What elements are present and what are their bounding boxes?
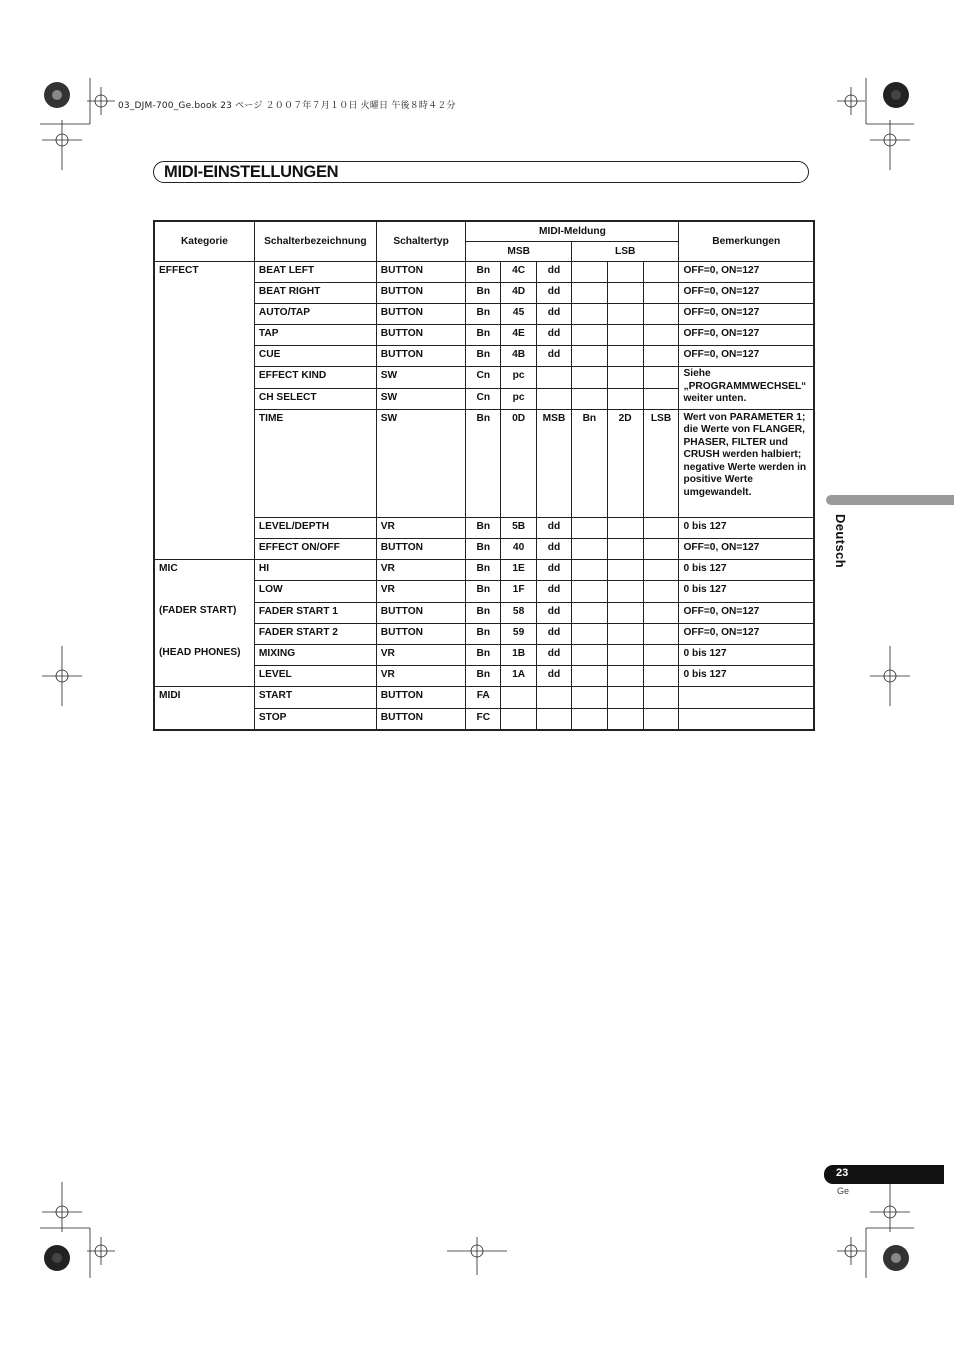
msb-number-cell: 45 — [501, 303, 537, 324]
remarks-cell: Siehe „PROGRAMMWECHSEL“ weiter unten. — [679, 367, 814, 409]
remarks-cell: 0 bis 127 — [679, 581, 814, 602]
switch-type-cell: SW — [376, 409, 466, 517]
remarks-cell: OFF=0, ON=127 — [679, 261, 814, 282]
msb-value-cell: dd — [537, 623, 572, 644]
msb-number-cell: 4C — [501, 261, 537, 282]
switch-type-cell: SW — [376, 388, 466, 409]
switch-type-cell: VR — [376, 644, 466, 665]
category-cell: MIDI — [154, 687, 254, 708]
msb-number-cell: 0D — [501, 409, 537, 517]
msb-status-cell: Bn — [466, 666, 501, 687]
msb-status-cell: Bn — [466, 623, 501, 644]
switch-name-cell: CH SELECT — [254, 388, 376, 409]
header-kategorie: Kategorie — [154, 221, 254, 261]
switch-name-cell: BEAT RIGHT — [254, 282, 376, 303]
msb-number-cell: 59 — [501, 623, 537, 644]
switch-type-cell: BUTTON — [376, 325, 466, 346]
msb-status-cell: Cn — [466, 367, 501, 388]
category-cell: EFFECT — [154, 261, 254, 282]
switch-type-cell: VR — [376, 560, 466, 581]
msb-value-cell: dd — [537, 282, 572, 303]
msb-value-cell: dd — [537, 581, 572, 602]
msb-number-cell: 4D — [501, 282, 537, 303]
category-cell: MIC — [154, 560, 254, 581]
msb-status-cell: Cn — [466, 388, 501, 409]
msb-value-cell: dd — [537, 644, 572, 665]
msb-value-cell: dd — [537, 261, 572, 282]
switch-type-cell: BUTTON — [376, 539, 466, 560]
msb-status-cell: Bn — [466, 303, 501, 324]
lsb-status-cell: Bn — [571, 409, 607, 517]
switch-name-cell: MIXING — [254, 644, 376, 665]
msb-value-cell: dd — [537, 602, 572, 623]
msb-status-cell: Bn — [466, 602, 501, 623]
header-lsb: LSB — [571, 241, 679, 261]
msb-number-cell: 40 — [501, 539, 537, 560]
header-schalterbezeichnung: Schalterbezeichnung — [254, 221, 376, 261]
msb-value-cell: dd — [537, 666, 572, 687]
switch-name-cell: CUE — [254, 346, 376, 367]
remarks-cell: OFF=0, ON=127 — [679, 282, 814, 303]
msb-value-cell: dd — [537, 517, 572, 538]
switch-name-cell: START — [254, 687, 376, 708]
msb-value-cell: dd — [537, 325, 572, 346]
lsb-value-cell: LSB — [643, 409, 679, 517]
remarks-cell: OFF=0, ON=127 — [679, 346, 814, 367]
msb-status-cell: Bn — [466, 517, 501, 538]
header-bemerkungen: Bemerkungen — [679, 221, 814, 261]
msb-status-cell: Bn — [466, 409, 501, 517]
switch-name-cell: FADER START 2 — [254, 623, 376, 644]
msb-status-cell: Bn — [466, 539, 501, 560]
remarks-cell: 0 bis 127 — [679, 517, 814, 538]
switch-name-cell: TAP — [254, 325, 376, 346]
msb-value-cell: dd — [537, 346, 572, 367]
msb-value-cell: dd — [537, 303, 572, 324]
switch-type-cell: VR — [376, 666, 466, 687]
msb-number-cell: 58 — [501, 602, 537, 623]
remarks-cell: OFF=0, ON=127 — [679, 539, 814, 560]
switch-name-cell: AUTO/TAP — [254, 303, 376, 324]
remarks-cell: OFF=0, ON=127 — [679, 623, 814, 644]
switch-name-cell: EFFECT KIND — [254, 367, 376, 388]
switch-name-cell: LEVEL/DEPTH — [254, 517, 376, 538]
remarks-cell: 0 bis 127 — [679, 644, 814, 665]
msb-status-cell: Bn — [466, 560, 501, 581]
msb-number-cell: 1B — [501, 644, 537, 665]
remarks-cell: Wert von PARAMETER 1; die Werte von FLANGER, PHASER, FILTER und CRUSH werden halbiert; negative Werte werden in positive Werte umgewandelt. — [679, 409, 814, 517]
switch-name-cell: LOW — [254, 581, 376, 602]
switch-type-cell: BUTTON — [376, 687, 466, 708]
switch-type-cell: BUTTON — [376, 303, 466, 324]
msb-status-cell: Bn — [466, 325, 501, 346]
switch-type-cell: VR — [376, 581, 466, 602]
switch-type-cell: BUTTON — [376, 282, 466, 303]
msb-number-cell: 1A — [501, 666, 537, 687]
remarks-cell: 0 bis 127 — [679, 560, 814, 581]
remarks-cell: OFF=0, ON=127 — [679, 303, 814, 324]
msb-status-cell: FC — [466, 708, 501, 730]
switch-type-cell: BUTTON — [376, 346, 466, 367]
msb-status-cell: Bn — [466, 261, 501, 282]
switch-name-cell: HI — [254, 560, 376, 581]
switch-type-cell: BUTTON — [376, 623, 466, 644]
switch-type-cell: BUTTON — [376, 261, 466, 282]
switch-type-cell: SW — [376, 367, 466, 388]
msb-status-cell: Bn — [466, 346, 501, 367]
category-cell: (FADER START) — [154, 602, 254, 623]
header-midi-meldung: MIDI-Meldung — [466, 221, 679, 241]
msb-status-cell: Bn — [466, 282, 501, 303]
header-msb: MSB — [466, 241, 572, 261]
msb-value-cell: dd — [537, 539, 572, 560]
msb-number-cell: pc — [501, 367, 537, 388]
switch-type-cell: BUTTON — [376, 602, 466, 623]
switch-name-cell: FADER START 1 — [254, 602, 376, 623]
registration-mark-icon — [42, 87, 910, 1275]
switch-type-cell: VR — [376, 517, 466, 538]
section-title: MIDI-EINSTELLUNGEN — [164, 163, 339, 181]
msb-value-cell: dd — [537, 560, 572, 581]
header-schaltertyp: Schaltertyp — [376, 221, 466, 261]
msb-number-cell: 1E — [501, 560, 537, 581]
msb-status-cell: Bn — [466, 644, 501, 665]
remarks-cell: OFF=0, ON=127 — [679, 325, 814, 346]
msb-number-cell: 4B — [501, 346, 537, 367]
switch-name-cell: TIME — [254, 409, 376, 517]
category-cell: (HEAD PHONES) — [154, 644, 254, 665]
switch-type-cell: BUTTON — [376, 708, 466, 730]
remarks-cell: OFF=0, ON=127 — [679, 602, 814, 623]
remarks-cell: 0 bis 127 — [679, 666, 814, 687]
switch-name-cell: STOP — [254, 708, 376, 730]
page-number: 23 — [836, 1167, 849, 1179]
page-language-code: Ge — [837, 1186, 850, 1196]
starburst-mark-icon — [44, 82, 909, 1271]
msb-value-cell: MSB — [537, 409, 572, 517]
msb-status-cell: Bn — [466, 581, 501, 602]
language-tab: Deutsch — [833, 514, 848, 569]
msb-status-cell: FA — [466, 687, 501, 708]
msb-number-cell: pc — [501, 388, 537, 409]
switch-name-cell: LEVEL — [254, 666, 376, 687]
lsb-number-cell: 2D — [607, 409, 643, 517]
msb-number-cell: 4E — [501, 325, 537, 346]
print-header: 03_DJM-700_Ge.book 23 ページ ２００７年７月１０日 火曜日 午後８時４２分 — [118, 101, 456, 111]
switch-name-cell: BEAT LEFT — [254, 261, 376, 282]
msb-number-cell: 1F — [501, 581, 537, 602]
switch-name-cell: EFFECT ON/OFF — [254, 539, 376, 560]
msb-number-cell: 5B — [501, 517, 537, 538]
